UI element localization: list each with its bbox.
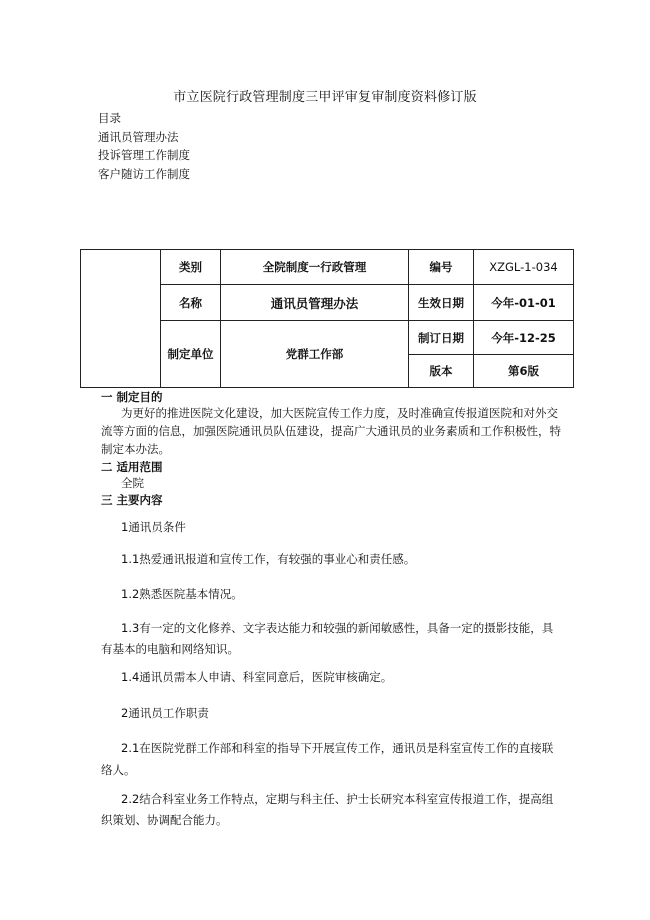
content-line: 1.1热爱通讯报道和宣传工作，有较强的事业心和责任感。 bbox=[121, 552, 416, 566]
content-line: 络人。 bbox=[101, 763, 136, 777]
section-heading-scope: 二 适用范围 bbox=[101, 460, 163, 474]
effective-date-value: 今年-01-01 bbox=[474, 285, 574, 321]
section-heading-purpose: 一 制定目的 bbox=[101, 390, 163, 404]
purpose-line: 制定本办法。 bbox=[101, 442, 170, 456]
scope-text: 全院 bbox=[121, 476, 144, 490]
document-title: 市立医院行政管理制度三甲评审复审制度资料修订版 bbox=[173, 90, 477, 105]
revised-date-label: 制订日期 bbox=[409, 321, 474, 355]
toc-item[interactable]: 通讯员管理办法 bbox=[98, 129, 179, 144]
content-line: 织策划、协调配合能力。 bbox=[101, 813, 228, 827]
version-value: 第6版 bbox=[474, 355, 574, 388]
toc-item[interactable]: 客户随访工作制度 bbox=[98, 166, 190, 181]
version-label: 版本 bbox=[409, 355, 474, 388]
content-line: 2.2结合科室业务工作特点，定期与科主任、护士长研究本科室宣传报道工作，提高组 bbox=[121, 792, 554, 806]
name-value: 通讯员管理办法 bbox=[221, 285, 409, 321]
blank-cell bbox=[81, 250, 161, 388]
revised-date-value: 今年-12-25 bbox=[474, 321, 574, 355]
code-label: 编号 bbox=[409, 250, 474, 285]
content-line: 2.1在医院党群工作部和科室的指导下开展宣传工作，通讯员是科室宣传工作的直接联 bbox=[121, 741, 554, 755]
content-line: 2通讯员工作职责 bbox=[121, 706, 209, 720]
table-of-contents bbox=[98, 109, 190, 183]
content-line: 1通讯员条件 bbox=[121, 520, 186, 534]
section-heading-content: 三 主要内容 bbox=[101, 493, 163, 507]
unit-label: 制定单位 bbox=[161, 321, 221, 388]
category-label: 类别 bbox=[161, 250, 221, 285]
content-line: 1.2熟悉医院基本情况。 bbox=[121, 587, 243, 601]
content-line: 有基本的电脑和网络知识。 bbox=[101, 642, 239, 656]
name-label: 名称 bbox=[161, 285, 221, 321]
document-meta-table bbox=[80, 249, 574, 388]
content-line: 1.3有一定的文化修养、文字表达能力和较强的新闻敏感性，具备一定的摄影技能，具 bbox=[121, 621, 554, 635]
effective-date-label: 生效日期 bbox=[409, 285, 474, 321]
category-value: 全院制度一行政管理 bbox=[221, 250, 409, 285]
purpose-line: 流等方面的信息，加强医院通讯员队伍建设，提高广大通讯员的业务素质和工作积极性，特 bbox=[101, 424, 561, 438]
unit-value: 党群工作部 bbox=[221, 321, 409, 388]
toc-item[interactable]: 投诉管理工作制度 bbox=[98, 148, 190, 162]
code-value: XZGL-1-034 bbox=[474, 250, 574, 285]
content-line: 1.4通讯员需本人申请、科室同意后，医院审核确定。 bbox=[121, 670, 393, 684]
toc-heading: 目录 bbox=[98, 111, 121, 125]
purpose-line: 为更好的推进医院文化建设，加大医院宣传工作力度，及时准确宣传报道医院和对外交 bbox=[121, 406, 558, 420]
